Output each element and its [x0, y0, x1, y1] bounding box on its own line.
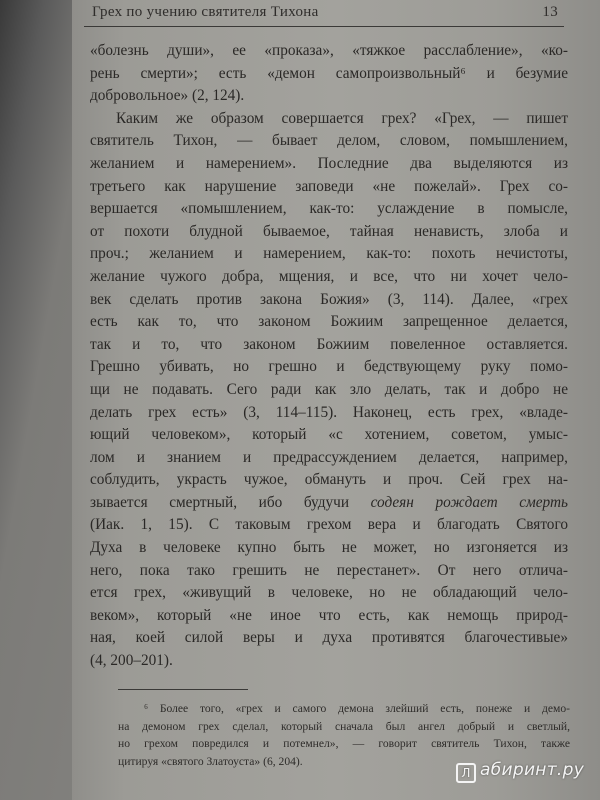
text-line: от похоти блудной бываемое, тайная ненависть, злоба и [90, 222, 568, 240]
text-line: проч.; желанием и намерением, как-то: похоть нечистоты, [90, 245, 568, 263]
footnote-line: ⁶ Более того, «грех и самого демона злейший есть, понеже и демо- [144, 702, 570, 715]
labirint-watermark [456, 760, 584, 783]
text-line: вершается «помышлением, как-то: услаждение в помысле, [90, 200, 568, 218]
text-line: так и то, что законом Божиим повеленное оставляется. [90, 335, 568, 353]
footnote-divider [118, 689, 248, 690]
text-line: ющий человеком», который «с хотением, советом, умыс- [90, 426, 568, 444]
text-line: ется грех, «живущий в человеке, но не обладающий чело- [90, 584, 568, 602]
page-number: 13 [542, 4, 558, 20]
text-line: рень смерти»; есть «демон самопроизвольный⁶ и безумие [90, 64, 568, 82]
text-line: «болезнь души», ее «проказа», «тяжкое расслабление», «ко- [90, 42, 568, 59]
footnote-line: но грехом повредился и потемнел», — говорит святитель Тихон, также [118, 737, 570, 750]
text-line: желание чужого добра, мщения, и все, что ни хочет чело- [90, 267, 568, 285]
text-line: добровольное» (2, 124). [90, 87, 245, 105]
text-line: зывается смертный, ибо будучи содеян рождает смерть [90, 493, 568, 511]
chapter-title: Грех по учению святителя Тихона [92, 4, 319, 20]
text-line: Каким же образом совершается грех? «Грех, — пишет [116, 109, 568, 127]
watermark-text: абиринт.ру [480, 760, 585, 780]
footnote-line: на демоном грех сделал, который сначала был ангел добрый и светлый, [118, 719, 570, 733]
body-text [90, 40, 568, 673]
text-line: лом и знанием и предрассуждением делается, например, [90, 448, 568, 466]
text-line: щи не подавать. Сего ради как зло делать, так и добро не [90, 380, 568, 398]
text-line: Грешно убивать, но грешно и бедствующему руку помо- [90, 358, 568, 376]
running-header [84, 2, 564, 27]
text-line: третьего как нарушение заповеди «не пожелай». Грех со- [90, 177, 568, 195]
text-line: делать грех есть» (3, 114–115). Наконец, есть грех, «владе- [90, 403, 568, 421]
text-line: святитель Тихон, — бывает делом, словом, помышлением, [90, 132, 568, 150]
text-line: желанием и намерением». Последние два выделяются из [90, 154, 568, 172]
text-line: него, пока тако грешить не перестанет». От него отлича- [90, 561, 568, 579]
text-line: есть как то, что законом Божиим запрещенное делается, [90, 313, 568, 331]
text-line: век сделать против закона Божия» (3, 114). Далее, «грех [90, 290, 568, 308]
text-line: (4, 200–201). [90, 652, 173, 670]
text-line: веком», который «не иное что есть, как немощь природ- [90, 606, 568, 624]
labirint-logo-icon: Л [456, 763, 476, 783]
text-line: соблудить, украсть чужое, обмануть и проч. Сей грех на- [90, 471, 568, 489]
footnote-line: цитируя «святого Златоуста» (6, 204). [118, 754, 303, 768]
text-line: Духа в человеке купно быть не может, но изгоняется из [90, 539, 568, 557]
text-line: ная, коей силой веры и духа противятся благочестивые» [90, 629, 568, 647]
text-line: (Иак. 1, 15). С таковым грехом вера и благодать Святого [90, 516, 568, 534]
